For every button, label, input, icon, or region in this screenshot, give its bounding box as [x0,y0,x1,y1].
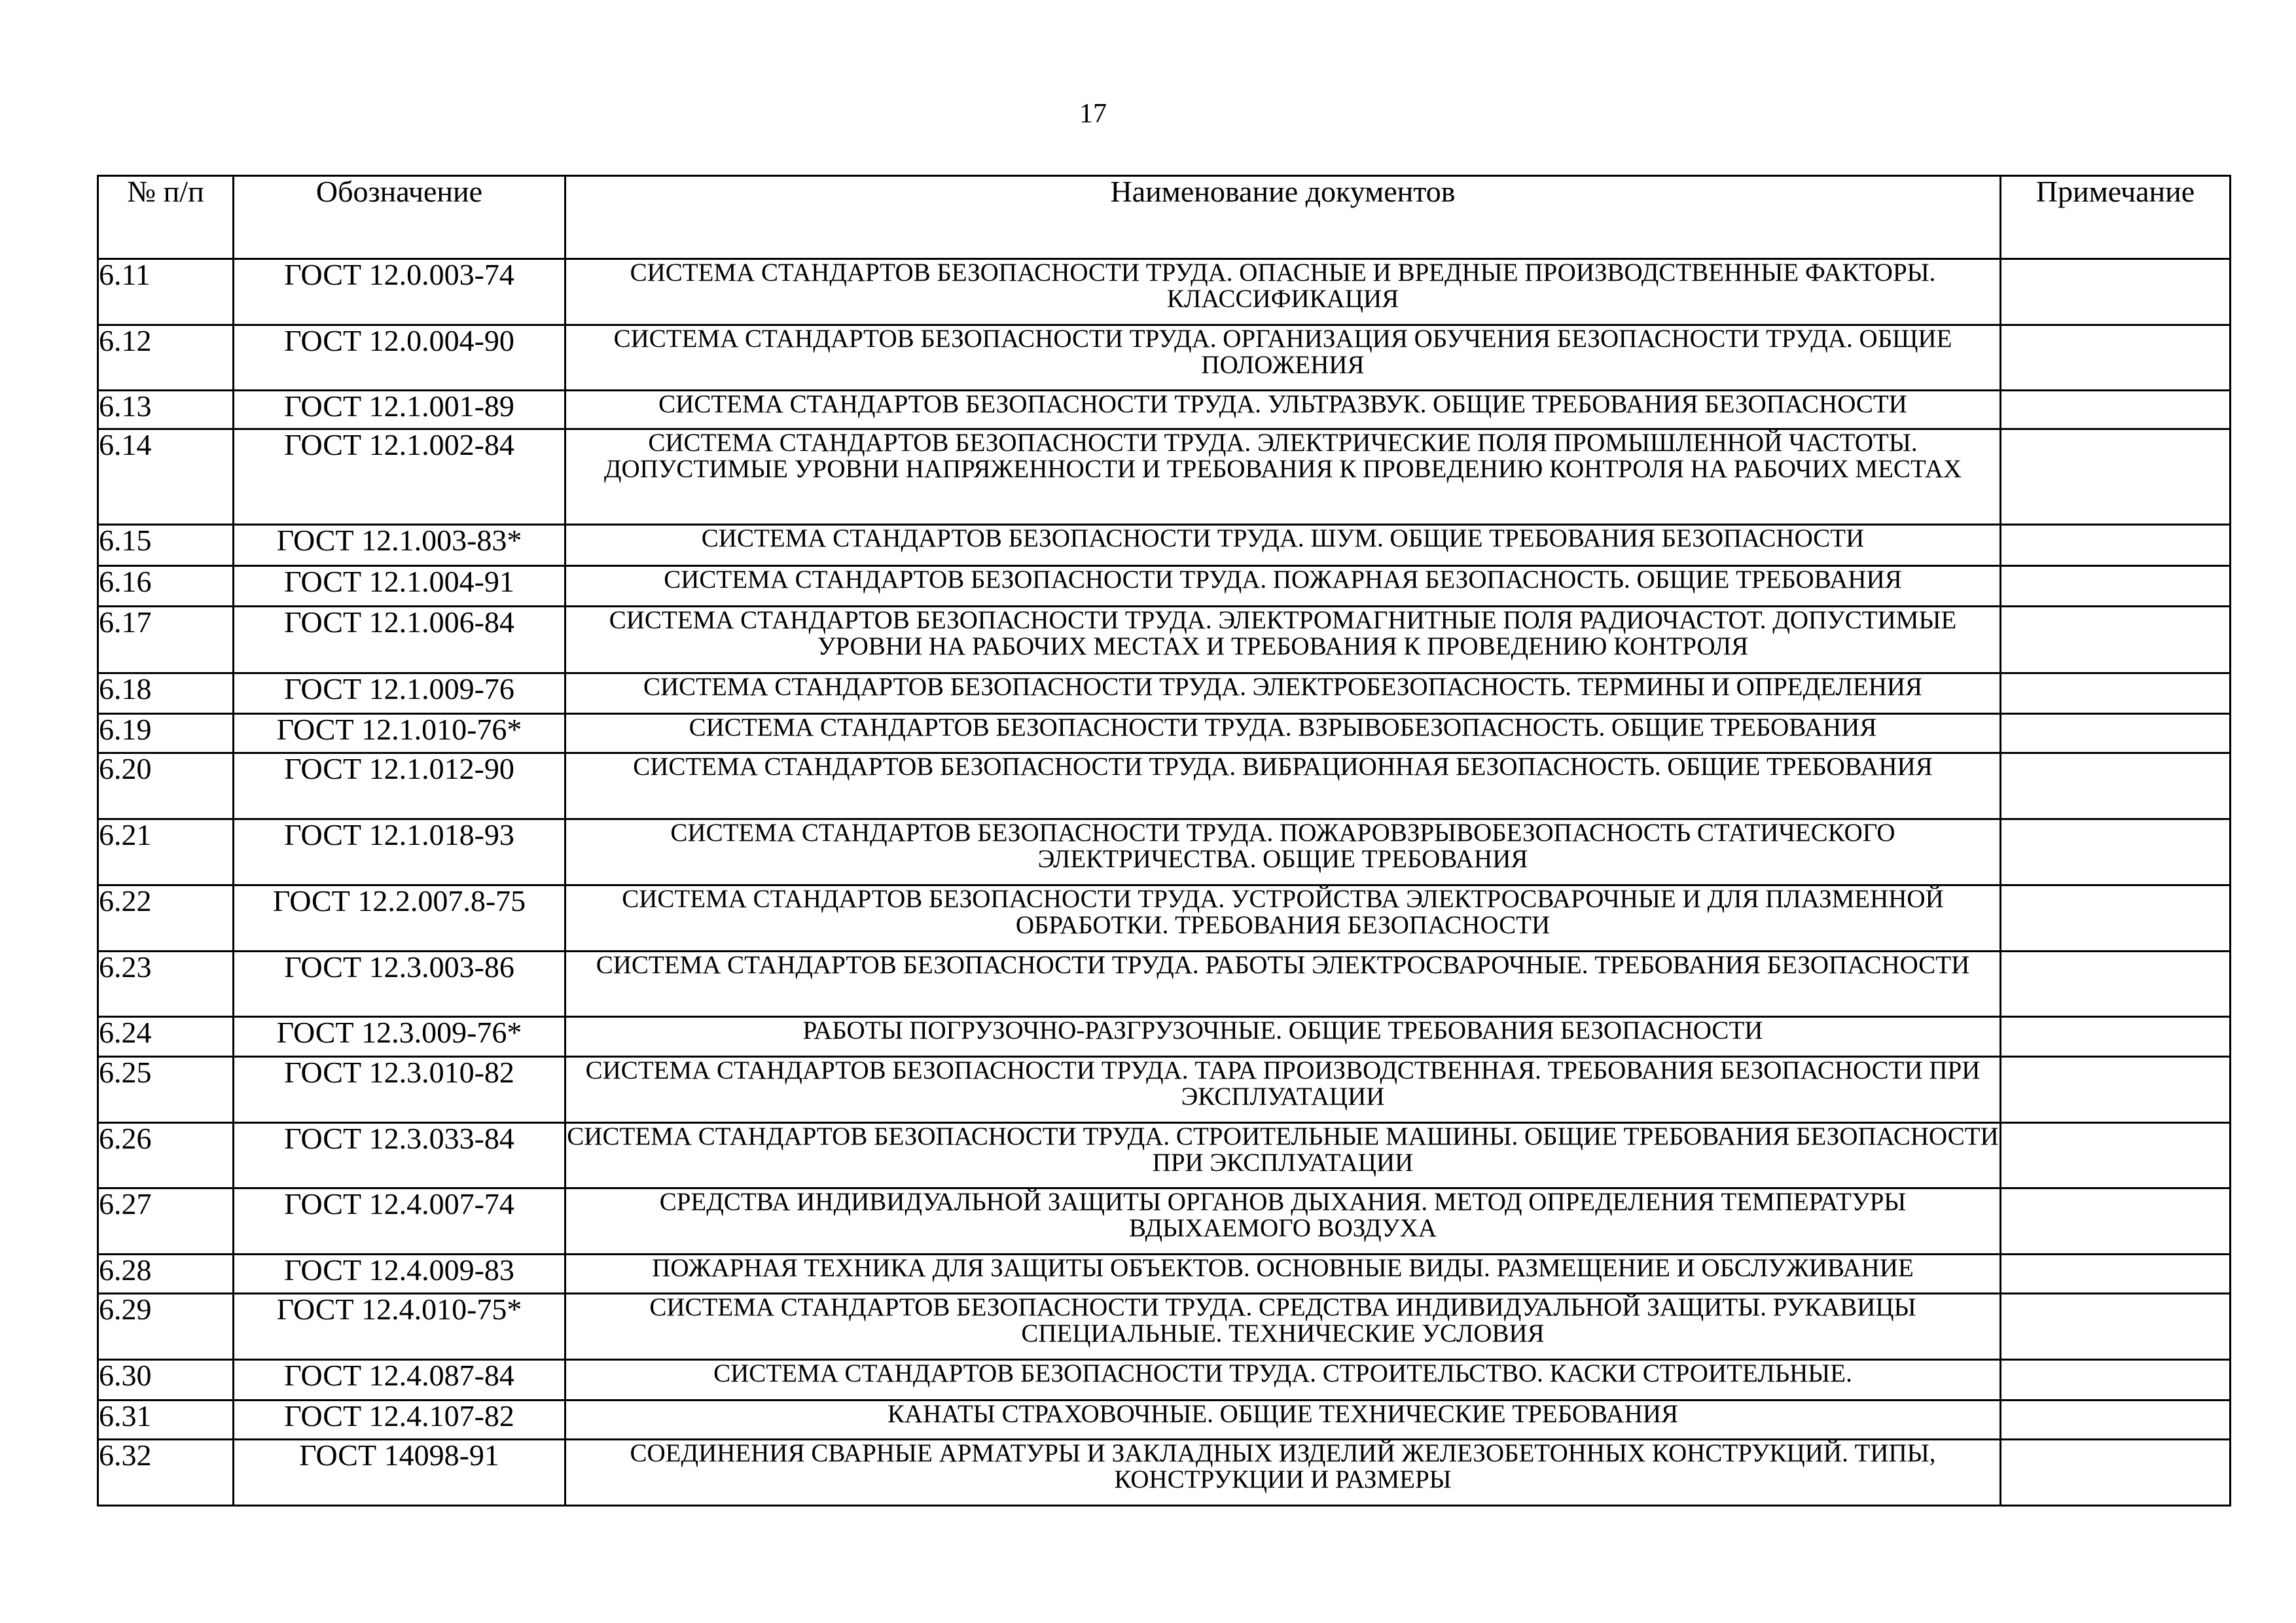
row-number: 6.28 [98,1255,234,1294]
row-document-name: СИСТЕМА СТАНДАРТОВ БЕЗОПАСНОСТИ ТРУДА. ШУМ. ОБЩИЕ ТРЕБОВАНИЯ БЕЗОПАСНОСТИ [565,525,2001,566]
row-designation: ГОСТ 12.3.003-86 [234,952,565,1017]
row-designation: ГОСТ 12.3.010-82 [234,1057,565,1123]
row-note [2001,607,2231,673]
row-designation: ГОСТ 12.1.004-91 [234,566,565,607]
row-designation: ГОСТ 12.4.007-74 [234,1188,565,1255]
row-note [2001,952,2231,1017]
table-row [98,259,2231,325]
table-row [98,714,2231,753]
page-number: 17 [1079,99,1107,129]
row-document-name: СИСТЕМА СТАНДАРТОВ БЕЗОПАСНОСТИ ТРУДА. РАБОТЫ ЭЛЕКТРОСВАРОЧНЫЕ. ТРЕБОВАНИЯ БЕЗОПАСНОСТИ [565,952,2001,1017]
row-note [2001,1188,2231,1255]
row-designation: ГОСТ 12.4.107-82 [234,1400,565,1440]
row-designation: ГОСТ 12.0.003-74 [234,259,565,325]
row-note [2001,714,2231,753]
row-number: 6.22 [98,885,234,952]
row-note [2001,1057,2231,1123]
row-designation: ГОСТ 12.4.010-75* [234,1294,565,1360]
row-number: 6.31 [98,1400,234,1440]
table-row [98,429,2231,525]
row-number: 6.13 [98,391,234,429]
row-number: 6.30 [98,1360,234,1400]
row-number: 6.26 [98,1123,234,1188]
table-body [98,259,2231,1506]
row-number: 6.23 [98,952,234,1017]
row-document-name: СРЕДСТВА ИНДИВИДУАЛЬНОЙ ЗАЩИТЫ ОРГАНОВ ДЫХАНИЯ. МЕТОД ОПРЕДЕЛЕНИЯ ТЕМПЕРАТУРЫ ВДЫХАЕМОГО ВОЗДУХА [565,1188,2001,1255]
row-number: 6.16 [98,566,234,607]
row-document-name: РАБОТЫ ПОГРУЗОЧНО-РАЗГРУЗОЧНЫЕ. ОБЩИЕ ТРЕБОВАНИЯ БЕЗОПАСНОСТИ [565,1017,2001,1057]
row-document-name: СИСТЕМА СТАНДАРТОВ БЕЗОПАСНОСТИ ТРУДА. ВИБРАЦИОННАЯ БЕЗОПАСНОСТЬ. ОБЩИЕ ТРЕБОВАНИЯ [565,753,2001,819]
row-designation: ГОСТ 14098-91 [234,1440,565,1506]
row-document-name: СИСТЕМА СТАНДАРТОВ БЕЗОПАСНОСТИ ТРУДА. ВЗРЫВОБЕЗОПАСНОСТЬ. ОБЩИЕ ТРЕБОВАНИЯ [565,714,2001,753]
row-number: 6.24 [98,1017,234,1057]
row-document-name: ПОЖАРНАЯ ТЕХНИКА ДЛЯ ЗАЩИТЫ ОБЪЕКТОВ. ОСНОВНЫЕ ВИДЫ. РАЗМЕЩЕНИЕ И ОБСЛУЖИВАНИЕ [565,1255,2001,1294]
header-code: Обозначение [234,176,565,259]
row-designation: ГОСТ 12.2.007.8-75 [234,885,565,952]
row-note [2001,1360,2231,1400]
row-note [2001,429,2231,525]
row-note [2001,525,2231,566]
row-note [2001,1017,2231,1057]
table-row [98,525,2231,566]
row-designation: ГОСТ 12.1.006-84 [234,607,565,673]
row-number: 6.27 [98,1188,234,1255]
row-note [2001,673,2231,714]
row-number: 6.17 [98,607,234,673]
table-row [98,1123,2231,1188]
table-row [98,1294,2231,1360]
row-document-name: СИСТЕМА СТАНДАРТОВ БЕЗОПАСНОСТИ ТРУДА. ЭЛЕКТРОБЕЗОПАСНОСТЬ. ТЕРМИНЫ И ОПРЕДЕЛЕНИЯ [565,673,2001,714]
table-row [98,885,2231,952]
row-document-name: СИСТЕМА СТАНДАРТОВ БЕЗОПАСНОСТИ ТРУДА. ТАРА ПРОИЗВОДСТВЕННАЯ. ТРЕБОВАНИЯ БЕЗОПАСНОСТИ ПРИ ЭКСПЛУАТАЦИИ [565,1057,2001,1123]
table-header-row [98,176,2231,259]
row-designation: ГОСТ 12.4.009-83 [234,1255,565,1294]
row-document-name: СИСТЕМА СТАНДАРТОВ БЕЗОПАСНОСТИ ТРУДА. ОПАСНЫЕ И ВРЕДНЫЕ ПРОИЗВОДСТВЕННЫЕ ФАКТОРЫ. КЛАССИФИКАЦИЯ [565,259,2001,325]
row-note [2001,1255,2231,1294]
row-number: 6.32 [98,1440,234,1506]
row-number: 6.15 [98,525,234,566]
table-row [98,952,2231,1017]
table-row [98,1440,2231,1506]
row-designation: ГОСТ 12.1.001-89 [234,391,565,429]
row-number: 6.21 [98,819,234,885]
table-row [98,1017,2231,1057]
row-number: 6.29 [98,1294,234,1360]
table-row [98,753,2231,819]
row-designation: ГОСТ 12.0.004-90 [234,325,565,391]
row-document-name: СИСТЕМА СТАНДАРТОВ БЕЗОПАСНОСТИ ТРУДА. УСТРОЙСТВА ЭЛЕКТРОСВАРОЧНЫЕ И ДЛЯ ПЛАЗМЕННОЙ ОБРАБОТКИ. ТРЕБОВАНИЯ БЕЗОПАСНОСТИ [565,885,2001,952]
row-designation: ГОСТ 12.1.018-93 [234,819,565,885]
row-designation: ГОСТ 12.1.010-76* [234,714,565,753]
table-row [98,1255,2231,1294]
row-document-name: СИСТЕМА СТАНДАРТОВ БЕЗОПАСНОСТИ ТРУДА. ЭЛЕКТРОМАГНИТНЫЕ ПОЛЯ РАДИОЧАСТОТ. ДОПУСТИМЫЕ УРОВНИ НА РАБОЧИХ МЕСТАХ И ТРЕБОВАНИЯ К ПРОВЕДЕНИЮ КОНТРОЛЯ [565,607,2001,673]
row-note [2001,1294,2231,1360]
row-designation: ГОСТ 12.1.009-76 [234,673,565,714]
row-designation: ГОСТ 12.4.087-84 [234,1360,565,1400]
table-row [98,607,2231,673]
row-note [2001,259,2231,325]
row-document-name: СИСТЕМА СТАНДАРТОВ БЕЗОПАСНОСТИ ТРУДА. ПОЖАРНАЯ БЕЗОПАСНОСТЬ. ОБЩИЕ ТРЕБОВАНИЯ [565,566,2001,607]
table-row [98,1360,2231,1400]
row-document-name: СИСТЕМА СТАНДАРТОВ БЕЗОПАСНОСТИ ТРУДА. ОРГАНИЗАЦИЯ ОБУЧЕНИЯ БЕЗОПАСНОСТИ ТРУДА. ОБЩИЕ ПОЛОЖЕНИЯ [565,325,2001,391]
row-designation: ГОСТ 12.3.033-84 [234,1123,565,1188]
row-note [2001,391,2231,429]
header-name: Наименование документов [565,176,2001,259]
row-note [2001,885,2231,952]
row-designation: ГОСТ 12.3.009-76* [234,1017,565,1057]
row-note [2001,1400,2231,1440]
table-row [98,391,2231,429]
row-number: 6.20 [98,753,234,819]
table-row [98,1400,2231,1440]
table-row [98,673,2231,714]
header-note: Примечание [2001,176,2231,259]
row-document-name: СИСТЕМА СТАНДАРТОВ БЕЗОПАСНОСТИ ТРУДА. ЭЛЕКТРИЧЕСКИЕ ПОЛЯ ПРОМЫШЛЕННОЙ ЧАСТОТЫ. ДОПУСТИМЫЕ УРОВНИ НАПРЯЖЕННОСТИ И ТРЕБОВАНИЯ К ПРОВЕДЕНИЮ КОНТРОЛЯ НА РАБОЧИХ МЕСТАХ [565,429,2001,525]
row-number: 6.14 [98,429,234,525]
table-row [98,819,2231,885]
row-number: 6.11 [98,259,234,325]
row-designation: ГОСТ 12.1.002-84 [234,429,565,525]
row-designation: ГОСТ 12.1.003-83* [234,525,565,566]
row-note [2001,325,2231,391]
row-note [2001,753,2231,819]
table-row [98,325,2231,391]
table-row [98,1188,2231,1255]
row-note [2001,566,2231,607]
row-number: 6.18 [98,673,234,714]
row-number: 6.19 [98,714,234,753]
standards-table [97,175,2231,1507]
row-document-name: СИСТЕМА СТАНДАРТОВ БЕЗОПАСНОСТИ ТРУДА. СТРОИТЕЛЬНЫЕ МАШИНЫ. ОБЩИЕ ТРЕБОВАНИЯ БЕЗОПАСНОСТИ ПРИ ЭКСПЛУАТАЦИИ [565,1123,2001,1188]
row-number: 6.12 [98,325,234,391]
row-document-name: КАНАТЫ СТРАХОВОЧНЫЕ. ОБЩИЕ ТЕХНИЧЕСКИЕ ТРЕБОВАНИЯ [565,1400,2001,1440]
row-note [2001,1440,2231,1506]
row-document-name: СИСТЕМА СТАНДАРТОВ БЕЗОПАСНОСТИ ТРУДА. УЛЬТРАЗВУК. ОБЩИЕ ТРЕБОВАНИЯ БЕЗОПАСНОСТИ [565,391,2001,429]
row-document-name: СИСТЕМА СТАНДАРТОВ БЕЗОПАСНОСТИ ТРУДА. СРЕДСТВА ИНДИВИДУАЛЬНОЙ ЗАЩИТЫ. РУКАВИЦЫ СПЕЦИАЛЬНЫЕ. ТЕХНИЧЕСКИЕ УСЛОВИЯ [565,1294,2001,1360]
row-number: 6.25 [98,1057,234,1123]
header-num: № п/п [98,176,234,259]
row-document-name: СИСТЕМА СТАНДАРТОВ БЕЗОПАСНОСТИ ТРУДА. ПОЖАРОВЗРЫВОБЕЗОПАСНОСТЬ СТАТИЧЕСКОГО ЭЛЕКТРИЧЕСТВА. ОБЩИЕ ТРЕБОВАНИЯ [565,819,2001,885]
row-designation: ГОСТ 12.1.012-90 [234,753,565,819]
table-row [98,1057,2231,1123]
table-row [98,566,2231,607]
row-document-name: СИСТЕМА СТАНДАРТОВ БЕЗОПАСНОСТИ ТРУДА. СТРОИТЕЛЬСТВО. КАСКИ СТРОИТЕЛЬНЫЕ. [565,1360,2001,1400]
row-note [2001,1123,2231,1188]
row-document-name: СОЕДИНЕНИЯ СВАРНЫЕ АРМАТУРЫ И ЗАКЛАДНЫХ ИЗДЕЛИЙ ЖЕЛЕЗОБЕТОННЫХ КОНСТРУКЦИЙ. ТИПЫ, КОНСТРУКЦИИ И РАЗМЕРЫ [565,1440,2001,1506]
row-note [2001,819,2231,885]
